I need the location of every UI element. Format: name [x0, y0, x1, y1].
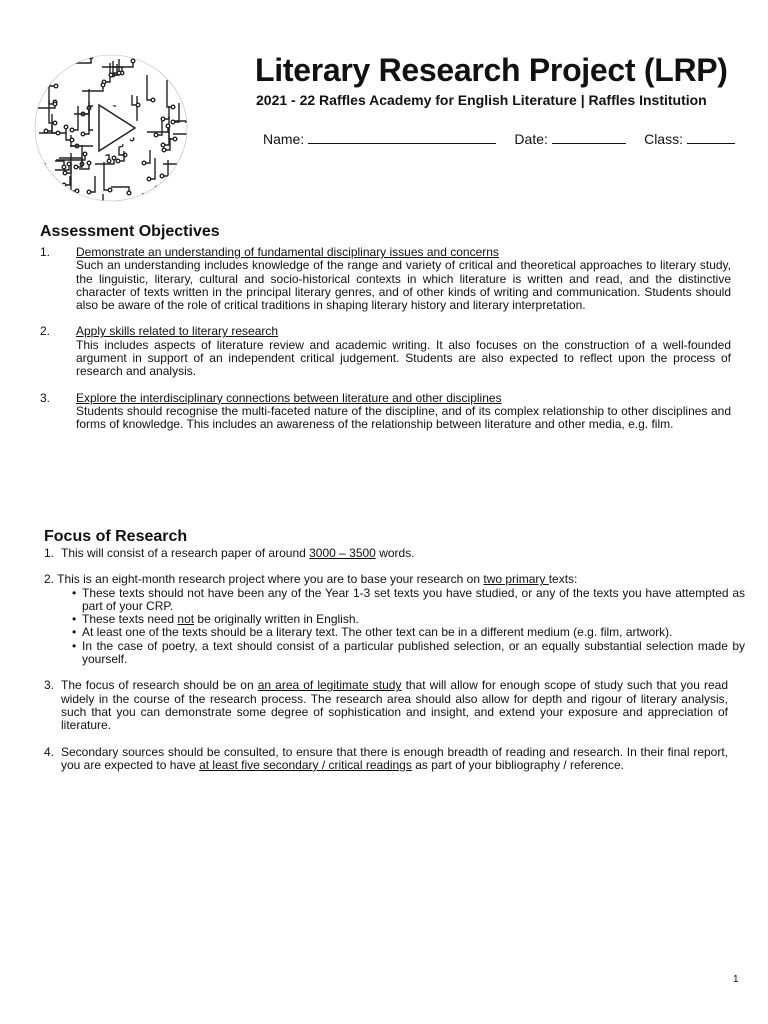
page-number: 1	[733, 974, 739, 985]
bullet-list	[44, 587, 745, 667]
bullet-item: • In the case of poetry, a text should consist of a particular published selection, or an equally substantial selection made by yourself.	[72, 640, 745, 667]
list-item	[40, 392, 731, 432]
text-segment: Secondary sources should be consulted, to ensure that there is enough breadth of reading and research. In their final report, you are expected to have	[61, 744, 728, 772]
name-field[interactable]	[263, 131, 496, 147]
page-subtitle: 2021 - 22 Raffles Academy for English Literature | Raffles Institution	[256, 92, 707, 108]
text-segment: This will consist of a research paper of around	[61, 546, 310, 560]
objective-heading: Demonstrate an understanding of fundamental disciplinary issues and concerns	[76, 245, 499, 259]
text-segment: texts:	[548, 572, 578, 587]
text-segment: The focus of research should be on	[61, 678, 258, 693]
list-item	[40, 325, 731, 378]
assessment-objectives-heading: Assessment Objectives	[40, 223, 220, 240]
item-number: 1.	[40, 245, 51, 259]
item-number: 2.	[44, 572, 55, 587]
item-number: 1.	[44, 546, 55, 560]
page-title: Literary Research Project (LRP)	[255, 52, 728, 88]
underlined-text: at least five secondary / critical readings	[199, 757, 412, 772]
text-segment: be originally written in English.	[194, 612, 359, 627]
objective-heading: Explore the interdisciplinary connections between literature and other disciplines	[76, 390, 502, 405]
list-item	[44, 573, 745, 666]
date-label: Date:	[514, 131, 548, 147]
bullet-item: • At least one of the texts should be a literary text. The other text can be in a different medium (e.g. film, artwork).	[72, 626, 745, 639]
list-item	[44, 679, 745, 732]
text-segment: These texts need	[82, 612, 178, 627]
item-text	[61, 547, 728, 560]
objective-body: This includes aspects of literature review and academic writing. It also focuses on the construction of a well-founded argument in support of an independent critical judgement. Students are also expected to reflect upon the process of research and analysis.	[76, 337, 731, 379]
focus-of-research-list	[44, 547, 745, 785]
underlined-text: 3000 – 3500	[309, 546, 376, 560]
name-blank-line[interactable]	[308, 131, 496, 144]
objective-body: Students should recognise the multi-faceted nature of the discipline, and of its complex relationship to other disciplines and forms of knowledge. This includes an awareness of the relationship between literature and other media, e.g. film.	[76, 403, 731, 432]
student-info-fields	[263, 131, 735, 147]
underlined-text: two primary	[483, 572, 549, 587]
item-text	[44, 573, 745, 586]
list-item	[40, 246, 731, 312]
text-segment: This is an eight-month research project where you are to base your research on	[57, 572, 484, 587]
name-label: Name:	[263, 131, 305, 147]
item-text	[61, 746, 728, 773]
item-text	[61, 679, 728, 732]
class-field[interactable]	[644, 131, 735, 147]
item-number: 2.	[40, 324, 51, 339]
text-segment: as part of your bibliography / reference.	[411, 757, 624, 772]
list-item	[44, 746, 745, 773]
underlined-text: an area of legitimate study	[257, 678, 402, 693]
date-blank-line[interactable]	[552, 131, 626, 144]
bullet-item	[72, 613, 745, 626]
date-field[interactable]	[514, 131, 625, 147]
item-number: 4.	[44, 744, 55, 759]
item-number: 3.	[40, 390, 51, 405]
class-blank-line[interactable]	[687, 131, 735, 144]
circuit-play-logo-icon	[33, 53, 189, 203]
class-label: Class:	[644, 131, 683, 147]
item-number: 3.	[44, 678, 55, 693]
assessment-objectives-list	[40, 246, 731, 445]
text-segment: that will allow for enough scope of study such that you read widely in the course of the research process. The research area should also allow for depth and rigour of literary analysis, such that you can demonstrate some degree of sophistication and insight, and extend your exposure and appreciation of literature.	[61, 678, 729, 733]
objective-heading: Apply skills related to literary research	[76, 324, 279, 339]
bullet-item: • These texts should not have been any of the Year 1-3 set texts you have studied, or any of the texts you have attempted as part of your CRP.	[72, 587, 745, 614]
list-item	[44, 547, 745, 560]
objective-body: Such an understanding includes knowledge of the range and variety of critical and theoretical approaches to literary study, the linguistic, literary, cultural and socio-historical contexts in which literature is written and read, and the distinctive character of texts written in the principal literary genres, and of other kinds of writing and communication. Students should also be aware of the role of critical traditions in shaping literary history and literary interpretation.	[76, 258, 731, 313]
text-segment: words.	[375, 546, 415, 560]
underlined-text: not	[177, 612, 195, 627]
focus-of-research-heading: Focus of Research	[44, 528, 188, 545]
